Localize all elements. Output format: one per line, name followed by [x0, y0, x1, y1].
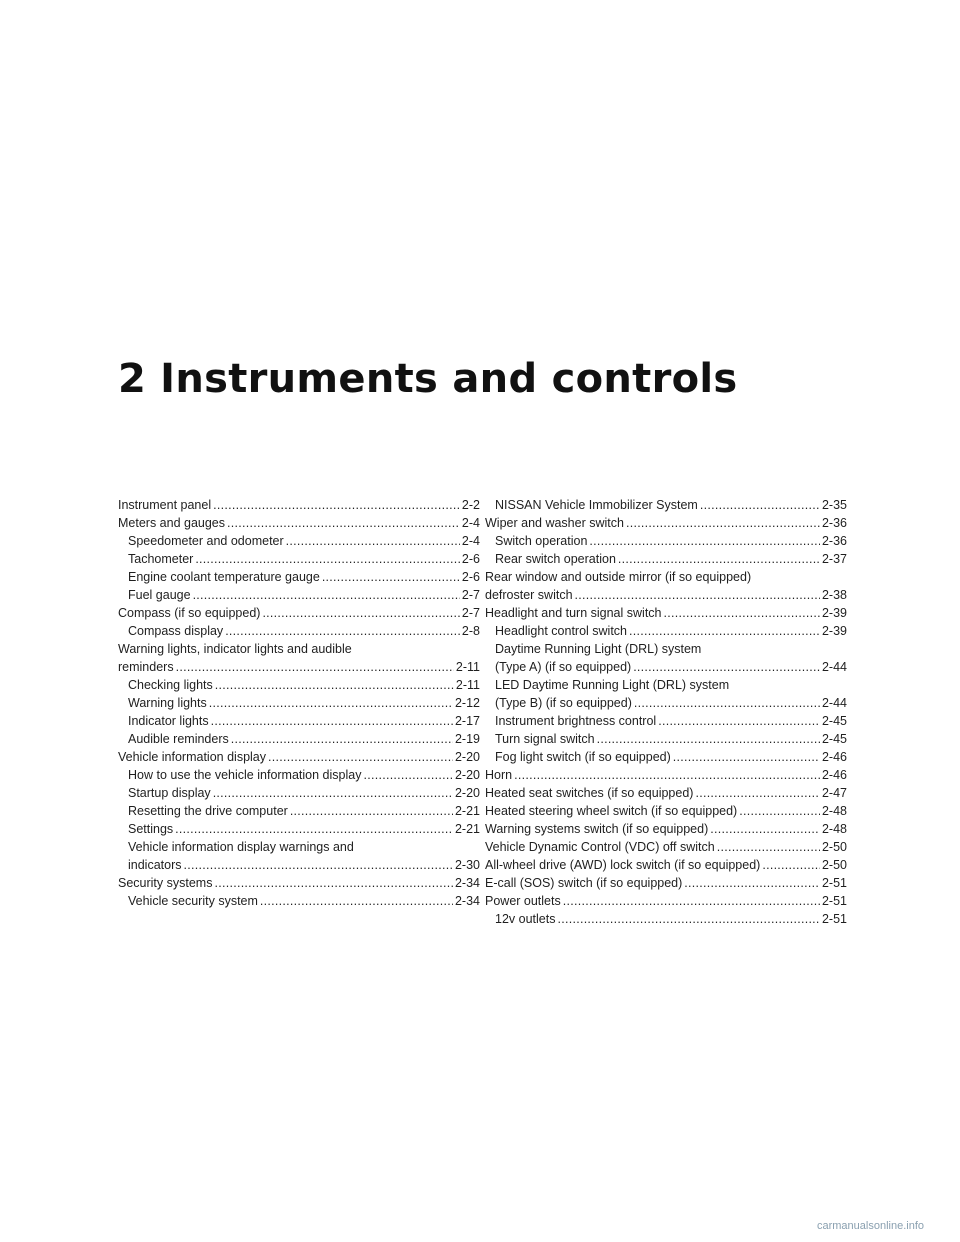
toc-entry-title: Instrument brightness control	[495, 714, 657, 728]
toc-item[interactable]	[118, 586, 480, 604]
toc-item[interactable]	[118, 550, 480, 568]
toc-item[interactable]	[118, 712, 480, 730]
dot-leader	[268, 748, 453, 766]
toc-entry-title: Resetting the drive computer	[128, 804, 288, 818]
toc-entry	[128, 766, 480, 784]
toc-entry	[495, 910, 847, 928]
toc-item[interactable]	[118, 532, 480, 550]
toc-entry-title: Tachometer	[128, 552, 194, 566]
toc-item[interactable]	[485, 766, 847, 784]
toc-page-number: 2-48	[821, 822, 847, 836]
toc-page-number: 2-51	[821, 876, 847, 890]
toc-page-number: 2-44	[821, 660, 847, 674]
toc-right-column	[485, 496, 847, 928]
toc-entry	[495, 694, 847, 712]
toc-entry-title: (Type A) (if so equipped)	[495, 660, 632, 674]
toc-page-number: 2-6	[461, 552, 480, 566]
toc-entry-title: NISSAN Vehicle Immobilizer System	[495, 498, 698, 512]
toc-page-number: 2-50	[821, 858, 847, 872]
toc-entry	[128, 802, 480, 820]
toc-entry-title: Power outlets	[485, 894, 561, 908]
toc-entry-title: 12v outlets	[495, 912, 556, 926]
toc-page-number: 2-46	[821, 768, 847, 782]
toc-page-number: 2-4	[461, 534, 480, 548]
toc-item[interactable]	[118, 568, 480, 586]
toc-page-number: 2-17	[454, 714, 480, 728]
toc-item[interactable]	[485, 604, 847, 622]
toc-page-number: 2-6	[461, 570, 480, 584]
toc-entry	[485, 604, 847, 622]
toc-item[interactable]	[485, 496, 847, 514]
toc-entry-text-line: Rear window and outside mirror (if so equipped)	[485, 570, 752, 584]
toc-item[interactable]	[118, 748, 480, 766]
toc-entry	[495, 532, 847, 550]
toc-page-number: 2-21	[454, 804, 480, 818]
dot-leader	[213, 496, 460, 514]
toc-item[interactable]	[118, 874, 480, 892]
toc-entry-title: Compass display	[128, 624, 224, 638]
toc-item[interactable]	[485, 910, 847, 928]
toc-item[interactable]	[485, 622, 847, 640]
toc-item[interactable]	[485, 568, 847, 604]
toc-item[interactable]	[118, 514, 480, 532]
dot-leader	[215, 676, 454, 694]
toc-entry	[128, 586, 480, 604]
toc-entry	[485, 874, 847, 892]
toc-entry	[128, 784, 480, 802]
toc-entry-title: Vehicle information display	[118, 750, 266, 764]
dot-leader	[211, 712, 453, 730]
toc-entry-title: Warning systems switch (if so equipped)	[485, 822, 709, 836]
dot-leader	[260, 892, 453, 910]
toc-entry	[118, 874, 480, 892]
dot-leader	[695, 784, 820, 802]
toc-page-number: 2-47	[821, 786, 847, 800]
toc-entry-title: Instrument panel	[118, 498, 212, 512]
toc-entry	[128, 892, 480, 910]
toc-entry-text-line: LED Daytime Running Light (DRL) system	[495, 678, 730, 692]
toc-page-number: 2-21	[454, 822, 480, 836]
toc-entry-title: Meters and gauges	[118, 516, 226, 530]
toc-page-number: 2-44	[821, 696, 847, 710]
dot-leader	[634, 694, 820, 712]
toc-entry	[495, 550, 847, 568]
toc-entry	[495, 622, 847, 640]
toc-entry-title: Wiper and washer switch	[485, 516, 624, 530]
dot-leader	[762, 856, 820, 874]
toc-page-number: 2-19	[454, 732, 480, 746]
toc-entry	[118, 496, 480, 514]
toc-page-number: 2-7	[461, 588, 480, 602]
toc-left-column	[118, 496, 480, 910]
dot-leader	[176, 658, 454, 676]
dot-leader	[563, 892, 820, 910]
toc-item[interactable]	[485, 550, 847, 568]
dot-leader	[227, 514, 460, 532]
dot-leader	[633, 658, 820, 676]
toc-entry	[495, 748, 847, 766]
toc-item[interactable]	[118, 496, 480, 514]
toc-entry	[495, 712, 847, 730]
toc-entry-title: Vehicle security system	[128, 894, 258, 908]
dot-leader	[184, 856, 453, 874]
toc-item[interactable]	[118, 784, 480, 802]
watermark: carmanualsonline.info	[816, 1220, 924, 1232]
toc-item[interactable]	[485, 712, 847, 730]
dot-leader	[514, 766, 820, 784]
toc-entry-title: Startup display	[128, 786, 211, 800]
toc-entry	[128, 820, 480, 838]
toc-item[interactable]	[118, 766, 480, 784]
toc-entry-title: Compass (if so equipped)	[118, 606, 261, 620]
toc-page-number: 2-39	[821, 606, 847, 620]
toc-page-number: 2-45	[821, 714, 847, 728]
toc-item[interactable]	[485, 730, 847, 748]
toc-item[interactable]	[485, 892, 847, 910]
toc-entry-title: (Type B) (if so equipped)	[495, 696, 632, 710]
dot-leader	[225, 622, 460, 640]
toc-page-number: 2-11	[455, 660, 480, 674]
toc-page-number: 2-50	[821, 840, 847, 854]
toc-entry	[118, 514, 480, 532]
dot-leader	[195, 550, 460, 568]
toc-entry-title: Switch operation	[495, 534, 588, 548]
dot-leader	[575, 586, 820, 604]
toc-entry	[128, 532, 480, 550]
toc-entry	[485, 586, 847, 604]
toc-page-number: 2-4	[461, 516, 480, 530]
toc-entry	[495, 658, 847, 676]
dot-leader	[684, 874, 820, 892]
toc-page-number: 2-36	[821, 534, 847, 548]
toc-entry-title: Horn	[485, 768, 513, 782]
toc-entry	[118, 748, 480, 766]
dot-leader	[286, 532, 460, 550]
toc-item[interactable]	[118, 622, 480, 640]
toc-item[interactable]	[118, 802, 480, 820]
dot-leader	[626, 514, 820, 532]
toc-page-number: 2-48	[821, 804, 847, 818]
chapter-title-text: Instruments and controls	[160, 356, 738, 402]
dot-leader	[673, 748, 820, 766]
dot-leader	[193, 586, 460, 604]
dot-leader	[717, 838, 820, 856]
toc-entry	[485, 820, 847, 838]
toc-entry-title: indicators	[128, 858, 182, 872]
toc-entry	[128, 856, 480, 874]
toc-page-number: 2-2	[461, 498, 480, 512]
toc-item[interactable]	[485, 820, 847, 838]
toc-entry-text-line: Vehicle information display warnings and	[128, 840, 354, 854]
toc-entry-title: Headlight and turn signal switch	[485, 606, 662, 620]
toc-item[interactable]	[118, 604, 480, 622]
toc-item[interactable]	[118, 676, 480, 694]
toc-entry	[485, 838, 847, 856]
toc-entry-title: All-wheel drive (AWD) lock switch (if so equipped)	[485, 858, 761, 872]
dot-leader	[557, 910, 820, 928]
toc-entry-title: Speedometer and odometer	[128, 534, 284, 548]
toc-entry	[118, 604, 480, 622]
toc-entry	[128, 730, 480, 748]
dot-leader	[262, 604, 459, 622]
dot-leader	[658, 712, 820, 730]
dot-leader	[209, 694, 453, 712]
toc-page-number: 2-12	[454, 696, 480, 710]
toc-entry	[128, 676, 480, 694]
toc-entry-text-line: Warning lights, indicator lights and audible	[118, 642, 352, 656]
toc-page-number: 2-20	[454, 768, 480, 782]
toc-entry-title: Audible reminders	[128, 732, 229, 746]
dot-leader	[710, 820, 820, 838]
chapter-number: 2	[118, 356, 147, 402]
toc-entry-title: Settings	[128, 822, 174, 836]
toc-page-number: 2-38	[821, 588, 847, 602]
toc-entry	[128, 622, 480, 640]
dot-leader	[214, 874, 453, 892]
toc-page-number: 2-20	[454, 786, 480, 800]
toc-entry-title: Warning lights	[128, 696, 207, 710]
dot-leader	[363, 766, 453, 784]
toc-entry-title: Rear switch operation	[495, 552, 616, 566]
toc-entry-text-line: Daytime Running Light (DRL) system	[495, 642, 702, 656]
toc-page-number: 2-39	[821, 624, 847, 638]
dot-leader	[597, 730, 820, 748]
toc-page-number: 2-8	[461, 624, 480, 638]
toc-entry-title: Headlight control switch	[495, 624, 628, 638]
toc-entry	[485, 766, 847, 784]
toc-item[interactable]	[118, 640, 480, 676]
toc-entry-title: Heated steering wheel switch (if so equipped)	[485, 804, 738, 818]
toc-entry	[495, 730, 847, 748]
toc-entry-title: reminders	[118, 660, 174, 674]
toc-entry-title: Security systems	[118, 876, 213, 890]
toc-page-number: 2-36	[821, 516, 847, 530]
toc-entry	[485, 802, 847, 820]
toc-page-number: 2-45	[821, 732, 847, 746]
toc-page-number: 2-20	[454, 750, 480, 764]
dot-leader	[664, 604, 820, 622]
toc-item[interactable]	[485, 748, 847, 766]
toc-entry-title: Indicator lights	[128, 714, 209, 728]
toc-entry-title: defroster switch	[485, 588, 573, 602]
toc-page-number: 2-30	[454, 858, 480, 872]
toc-entry	[495, 496, 847, 514]
toc-entry	[118, 658, 480, 676]
toc-entry	[128, 568, 480, 586]
toc-entry	[485, 784, 847, 802]
toc-item[interactable]	[118, 730, 480, 748]
toc-item[interactable]	[485, 784, 847, 802]
toc-entry-title: Turn signal switch	[495, 732, 595, 746]
toc-page-number: 2-51	[821, 894, 847, 908]
dot-leader	[739, 802, 820, 820]
toc-entry	[128, 550, 480, 568]
toc-item[interactable]	[485, 640, 847, 676]
toc-page-number: 2-11	[455, 678, 480, 692]
dot-leader	[589, 532, 820, 550]
toc-entry	[485, 892, 847, 910]
toc-page-number: 2-37	[821, 552, 847, 566]
toc-entry-title: Engine coolant temperature gauge	[128, 570, 320, 584]
dot-leader	[175, 820, 453, 838]
toc-item[interactable]	[118, 820, 480, 838]
toc-entry-title: How to use the vehicle information display	[128, 768, 362, 782]
dot-leader	[290, 802, 453, 820]
toc-item[interactable]	[485, 856, 847, 874]
dot-leader	[322, 568, 460, 586]
toc-entry-title: Fog light switch (if so equipped)	[495, 750, 671, 764]
toc-page-number: 2-7	[461, 606, 480, 620]
toc-item[interactable]	[485, 802, 847, 820]
toc-entry	[128, 694, 480, 712]
chapter-title	[118, 356, 738, 402]
dot-leader	[213, 784, 453, 802]
toc-entry-title: Checking lights	[128, 678, 213, 692]
toc-page-number: 2-46	[821, 750, 847, 764]
toc-page-number: 2-34	[454, 876, 480, 890]
toc-item[interactable]	[485, 676, 847, 712]
toc-entry	[485, 514, 847, 532]
toc-page-number: 2-51	[821, 912, 847, 926]
toc-item[interactable]	[485, 838, 847, 856]
toc-page-number: 2-35	[821, 498, 847, 512]
toc-entry-title: E-call (SOS) switch (if so equipped)	[485, 876, 683, 890]
dot-leader	[231, 730, 453, 748]
toc-page-number: 2-34	[454, 894, 480, 908]
toc-item[interactable]	[118, 694, 480, 712]
toc-entry-title: Vehicle Dynamic Control (VDC) off switch	[485, 840, 715, 854]
toc-item[interactable]	[118, 838, 480, 874]
toc-entry	[128, 712, 480, 730]
toc-entry-title: Fuel gauge	[128, 588, 191, 602]
dot-leader	[629, 622, 820, 640]
toc-entry	[485, 856, 847, 874]
dot-leader	[700, 496, 820, 514]
toc-entry-title: Heated seat switches (if so equipped)	[485, 786, 694, 800]
toc-item[interactable]	[485, 514, 847, 532]
dot-leader	[618, 550, 820, 568]
toc-item[interactable]	[118, 892, 480, 910]
toc-item[interactable]	[485, 874, 847, 892]
toc-item[interactable]	[485, 532, 847, 550]
